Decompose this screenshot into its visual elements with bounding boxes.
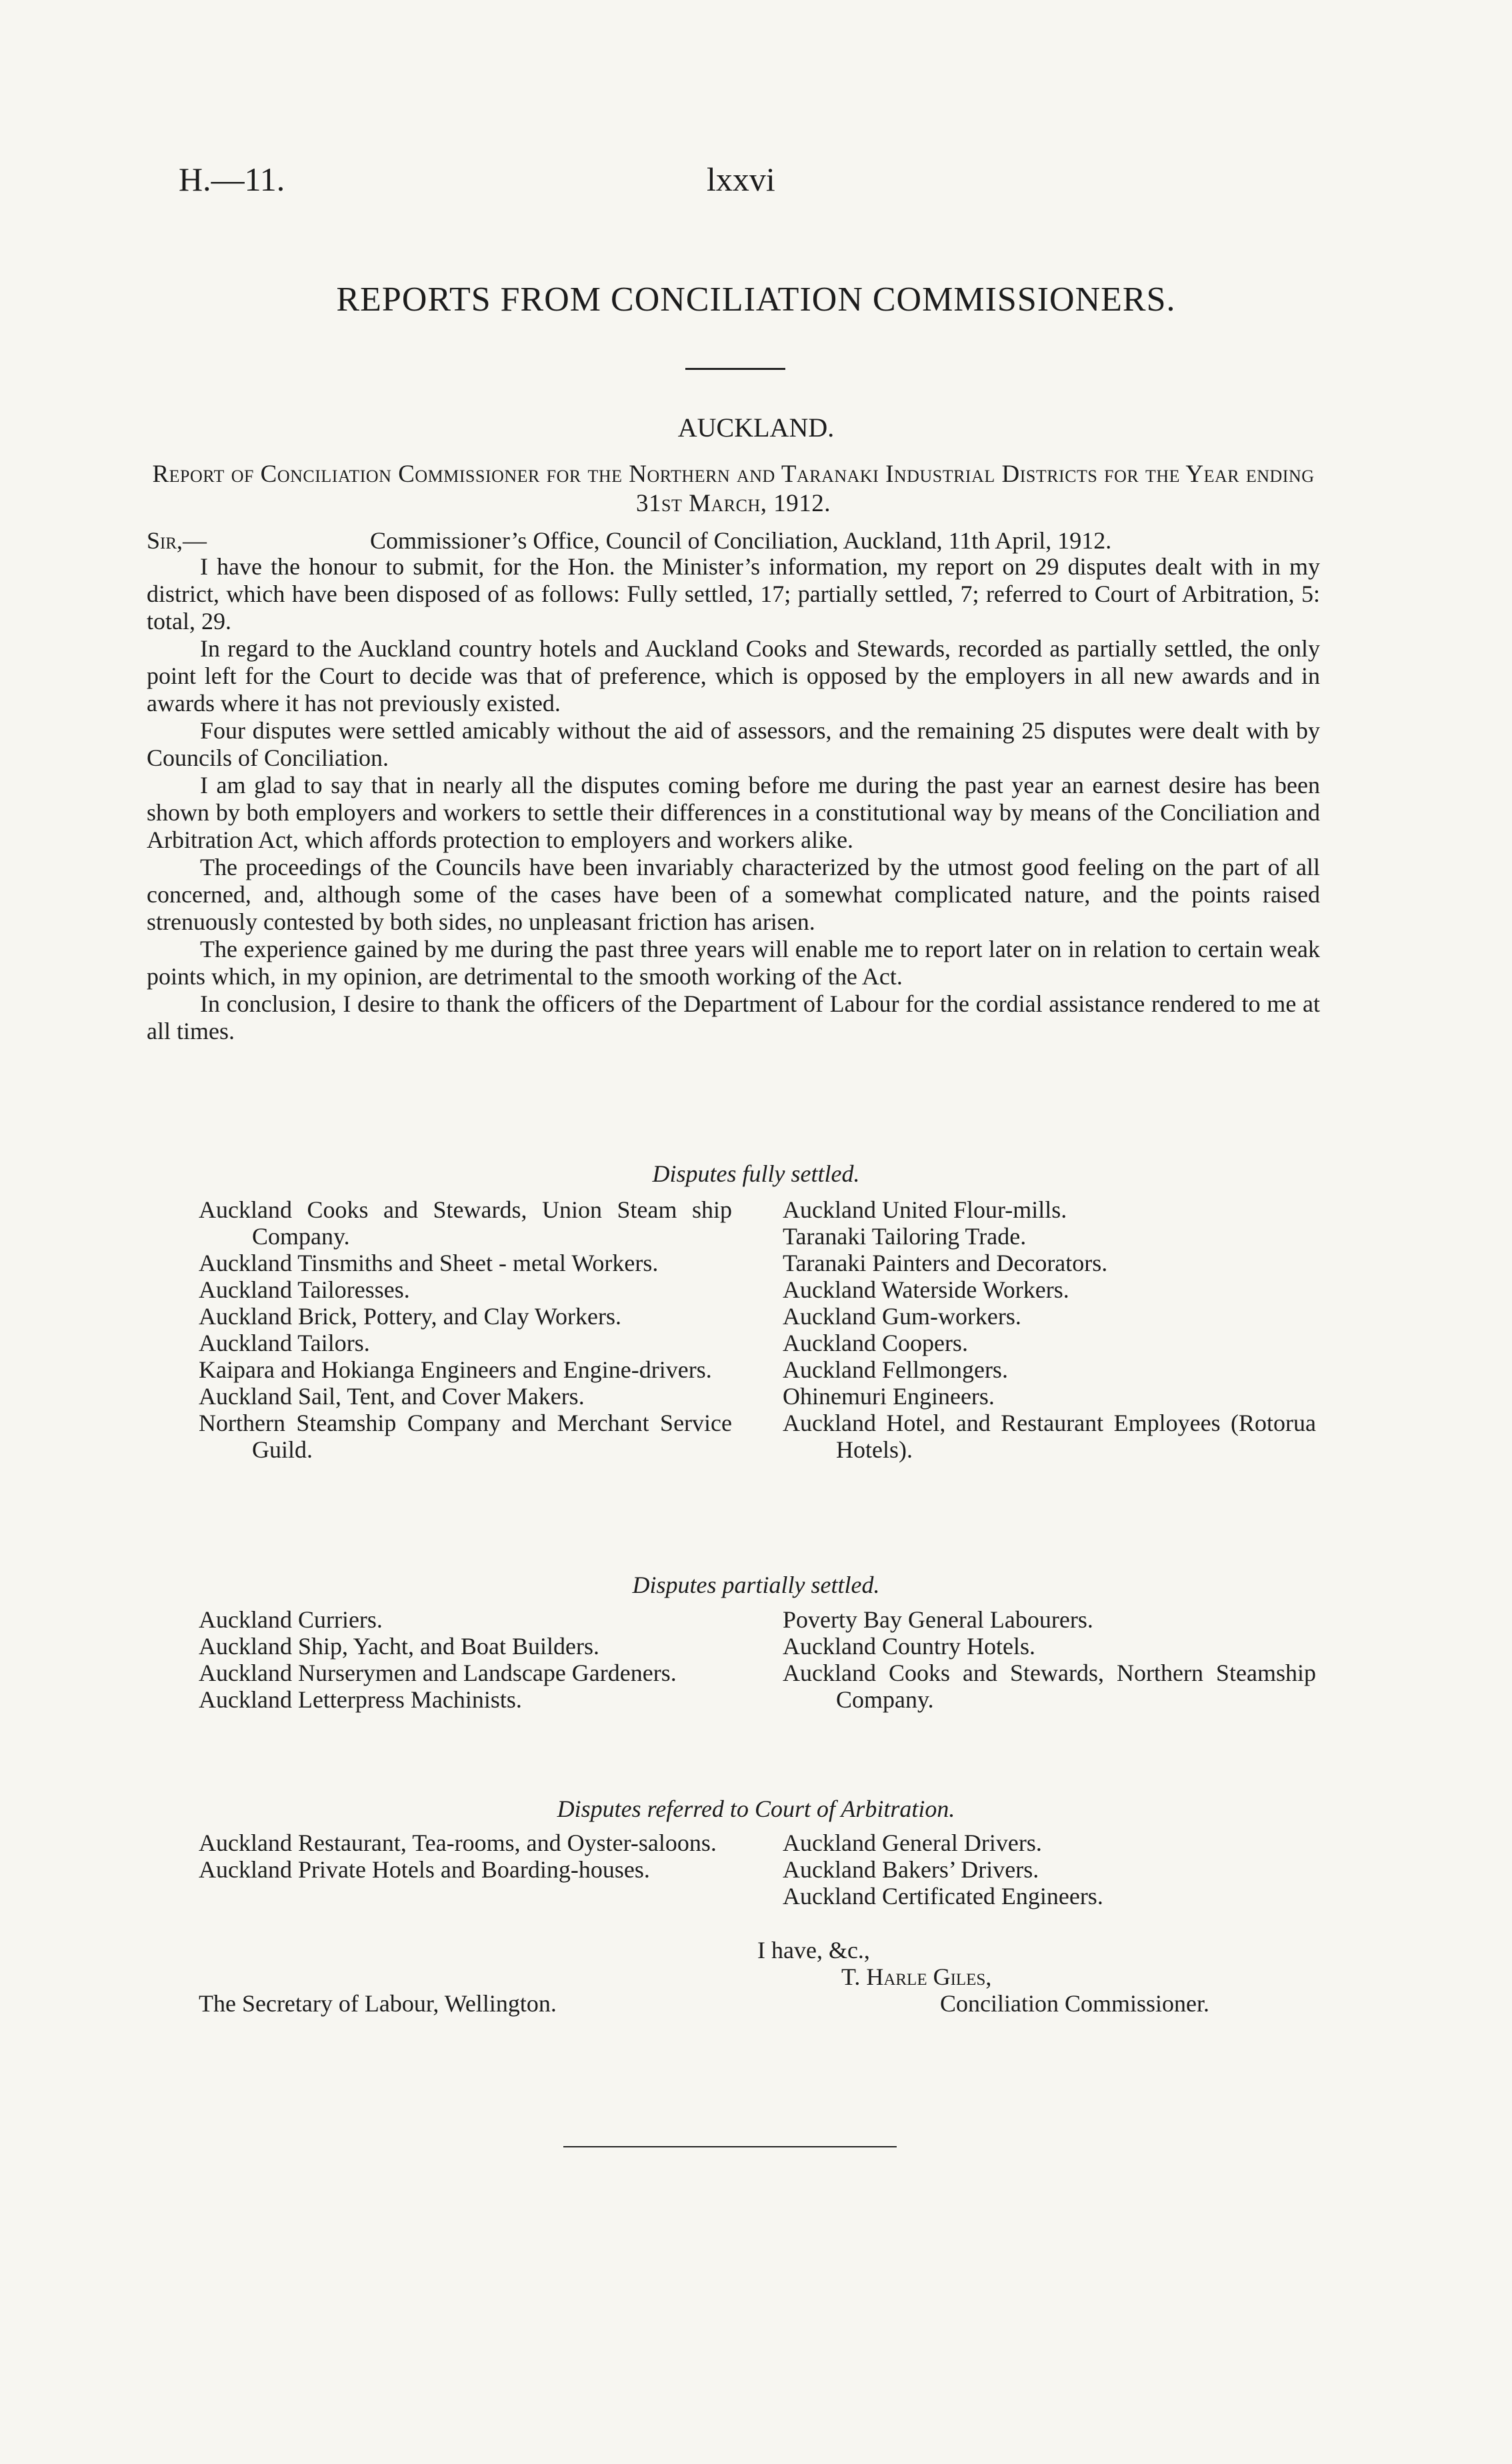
list-item: Taranaki Painters and Decorators. bbox=[783, 1250, 1108, 1276]
list-item: Ohinemuri Engineers. bbox=[783, 1383, 995, 1410]
list-item: Kaipara and Hokianga Engineers and Engine-drivers. bbox=[199, 1356, 712, 1383]
list-item: Auckland Tinsmiths and Sheet - metal Workers. bbox=[199, 1250, 659, 1276]
region-heading: AUCKLAND. bbox=[677, 413, 835, 443]
list-item: Auckland Curriers. bbox=[199, 1606, 383, 1633]
page-number: lxxvi bbox=[707, 161, 775, 198]
salutation: Sir,— bbox=[147, 527, 207, 554]
referred-heading: Disputes referred to Court of Arbitration. bbox=[557, 1796, 955, 1822]
signatory: T. Harle Giles, bbox=[841, 1963, 992, 1990]
list-item: Auckland United Flour-mills. bbox=[783, 1196, 1067, 1223]
list-item: Auckland Certificated Engineers. bbox=[783, 1883, 1103, 1909]
list-item: Auckland General Drivers. bbox=[783, 1830, 1042, 1856]
list-item: Auckland Waterside Workers. bbox=[783, 1276, 1069, 1303]
paragraph: The experience gained by me during the past three years will enable me to report later on in relation to certain weak points which, in my opinion, are detrimental to the smooth working of the Act. bbox=[147, 936, 1320, 990]
list-item: Auckland Hotel, and Restaurant Employees (Rotorua Hotels). bbox=[783, 1410, 1316, 1463]
fully-settled-heading: Disputes fully settled. bbox=[652, 1160, 860, 1187]
list-item: Auckland Ship, Yacht, and Boat Builders. bbox=[199, 1633, 599, 1660]
end-divider bbox=[563, 2146, 897, 2147]
report-title: Report of Conciliation Commissioner for the Northern and Taranaki Industrial Districts for the Year ending 31st March, 1912. bbox=[152, 461, 1315, 517]
paragraph: I am glad to say that in nearly all the disputes coming before me during the past year an earnest desire has been shown by both employers and workers to settle their differences in a constitutional way by means of the Conciliation and Arbitration Act, which affords protection to employers and workers alike. bbox=[147, 772, 1320, 853]
signatory-title: Conciliation Commissioner. bbox=[940, 1990, 1209, 2017]
report-body bbox=[147, 553, 1320, 1045]
document-code: H.—11. bbox=[179, 161, 285, 198]
list-item: Northern Steamship Company and Merchant Service Guild. bbox=[199, 1410, 732, 1463]
address-line: Commissioner’s Office, Council of Conciliation, Auckland, 11th April, 1912. bbox=[370, 527, 1112, 554]
list-item: Auckland Nurserymen and Landscape Gardeners. bbox=[199, 1660, 677, 1686]
list-item: Auckland Tailoresses. bbox=[199, 1276, 410, 1303]
fully-settled-left-list bbox=[199, 1196, 732, 1463]
title-divider bbox=[685, 368, 785, 370]
list-item: Auckland Bakers’ Drivers. bbox=[783, 1856, 1039, 1883]
list-item: Auckland Country Hotels. bbox=[783, 1633, 1035, 1660]
page-title: REPORTS FROM CONCILIATION COMMISSIONERS. bbox=[336, 281, 1176, 319]
referred-left-list bbox=[199, 1830, 732, 1883]
list-item: Auckland Sail, Tent, and Cover Makers. bbox=[199, 1383, 585, 1410]
fully-settled-right-list bbox=[783, 1196, 1316, 1463]
list-item: Auckland Letterpress Machinists. bbox=[199, 1686, 522, 1713]
partially-settled-heading: Disputes partially settled. bbox=[632, 1572, 880, 1598]
list-item: Auckland Gum-workers. bbox=[783, 1303, 1021, 1330]
partially-settled-left-list bbox=[199, 1606, 732, 1713]
list-item: Poverty Bay General Labourers. bbox=[783, 1606, 1093, 1633]
referred-right-list bbox=[783, 1830, 1316, 1909]
paragraph: The proceedings of the Councils have been invariably characterized by the utmost good feeling on the part of all concerned, and, although some of the cases have been of a somewhat complicated nature, and the points raised strenuously contested by both sides, no unpleasant friction has arisen. bbox=[147, 854, 1320, 935]
list-item: Auckland Brick, Pottery, and Clay Workers. bbox=[199, 1303, 621, 1330]
paragraph: In regard to the Auckland country hotels and Auckland Cooks and Stewards, recorded as partially settled, the only point left for the Court to decide was that of preference, which is opposed by the employers in all new awards and in awards where it has not previously existed. bbox=[147, 635, 1320, 716]
list-item: Auckland Cooks and Stewards, Union Steam ship Company. bbox=[199, 1196, 732, 1250]
list-item: Auckland Fellmongers. bbox=[783, 1356, 1008, 1383]
paragraph: Four disputes were settled amicably without the aid of assessors, and the remaining 25 disputes were dealt with by Councils of Conciliation. bbox=[147, 717, 1320, 771]
closing: I have, &c., bbox=[757, 1937, 870, 1963]
list-item: Auckland Restaurant, Tea-rooms, and Oyster-saloons. bbox=[199, 1830, 717, 1856]
list-item: Taranaki Tailoring Trade. bbox=[783, 1223, 1027, 1250]
list-item: Auckland Tailors. bbox=[199, 1330, 370, 1356]
list-item: Auckland Private Hotels and Boarding-houses. bbox=[199, 1856, 650, 1883]
list-item: Auckland Coopers. bbox=[783, 1330, 968, 1356]
addressee: The Secretary of Labour, Wellington. bbox=[199, 1990, 557, 2017]
paragraph: In conclusion, I desire to thank the officers of the Department of Labour for the cordial assistance rendered to me at all times. bbox=[147, 990, 1320, 1044]
paragraph: I have the honour to submit, for the Hon. the Minister’s information, my report on 29 disputes dealt with in my district, which have been disposed of as follows: Fully settled, 17; partially settled, 7; referred to Court of Arbitration, 5: total, 29. bbox=[147, 553, 1320, 634]
list-item: Auckland Cooks and Stewards, Northern Steamship Company. bbox=[783, 1660, 1316, 1713]
partially-settled-right-list bbox=[783, 1606, 1316, 1713]
